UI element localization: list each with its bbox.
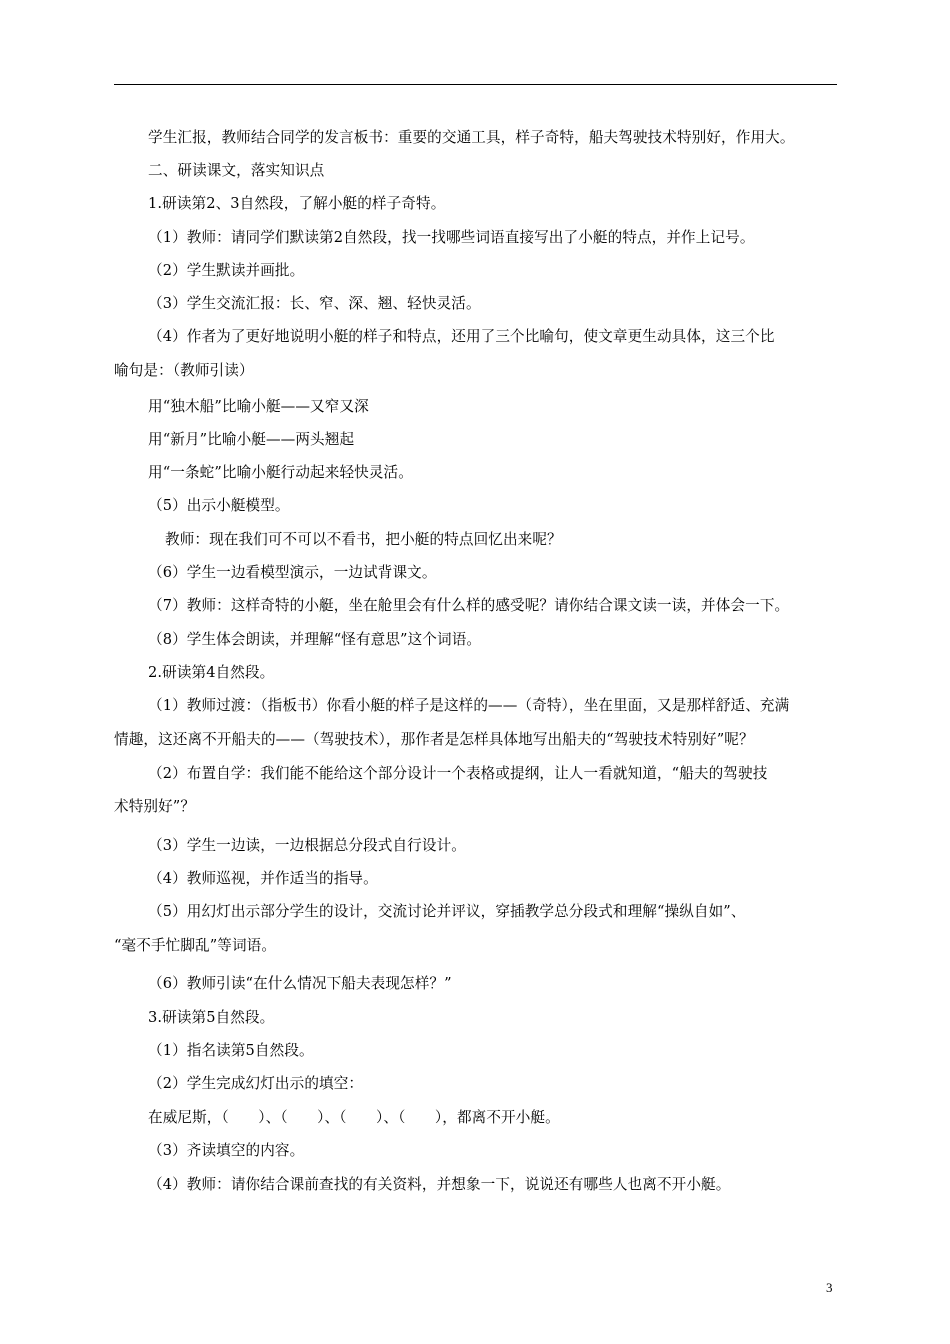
subsection-heading: 2.研读第4自然段。: [148, 664, 275, 681]
text-line: （3）齐读填空的内容。: [148, 1142, 305, 1159]
text-line: 喻句是：（教师引读）: [114, 362, 254, 379]
text-line: （8）学生体会朗读，并理解“怪有意思”这个词语。: [148, 631, 482, 648]
text-line: 用“新月”比喻小艇——两头翘起: [148, 431, 355, 448]
section-heading: 二、研读课文，落实知识点: [148, 162, 325, 179]
text-line: （2）布置自学：我们能不能给这个部分设计一个表格或提纲，让人一看就知道，“船夫的驾驶技: [148, 765, 768, 782]
page-number: 3: [826, 1280, 833, 1295]
text-line: （3）学生一边读，一边根据总分段式自行设计。: [148, 837, 466, 854]
text-line: “毫不手忙脚乱”等词语。: [114, 937, 277, 954]
text-line: （4）教师：请你结合课前查找的有关资料，并想象一下，说说还有哪些人也离不开小艇。: [148, 1176, 731, 1193]
text-line: （1）指名读第5自然段。: [148, 1042, 314, 1059]
text-line: （5）用幻灯出示部分学生的设计，交流讨论并评议，穿插教学总分段式和理解“操纵自如”、: [148, 903, 746, 920]
text-line: （6）学生一边看模型演示，一边试背课文。: [148, 564, 437, 581]
text-line: （1）教师：请同学们默读第2自然段，找一找哪些词语直接写出了小艇的特点，并作上记号。: [148, 229, 755, 246]
subsection-heading: 1.研读第2、3自然段，了解小艇的样子奇特。: [148, 195, 446, 212]
text-line: （5）出示小艇模型。: [148, 497, 290, 514]
text-line: 教师：现在我们可不可以不看书，把小艇的特点回忆出来呢？: [165, 531, 562, 548]
header-rule: [114, 84, 837, 85]
text-line: （2）学生默读并画批。: [148, 262, 305, 279]
text-line: （1）教师过渡：（指板书）你看小艇的样子是这样的——（奇特），坐在里面，又是那样舒适、充满: [148, 697, 790, 714]
text-line: （7）教师：这样奇特的小艇，坐在舱里会有什么样的感受呢？请你结合课文读一读，并体会一下。: [148, 597, 790, 614]
text-line: （2）学生完成幻灯出示的填空：: [148, 1075, 364, 1092]
text-line: 术特别好”？: [114, 798, 196, 815]
text-line: 用“独木船”比喻小艇——又窄又深: [148, 398, 369, 415]
text-line: 用“一条蛇”比喻小艇行动起来轻快灵活。: [148, 464, 413, 481]
text-line: （6）教师引读“在什么情况下船夫表现怎样？”: [148, 975, 452, 992]
fill-in-blank-line: 在威尼斯，（ ）、（ ）、（ ）、（ ），都离不开小艇。: [148, 1109, 560, 1126]
subsection-heading: 3.研读第5自然段。: [148, 1009, 275, 1026]
text-line: （4）作者为了更好地说明小艇的样子和特点，还用了三个比喻句，使文章更生动具体，这三个比: [148, 328, 775, 345]
text-line: （4）教师巡视，并作适当的指导。: [148, 870, 378, 887]
text-line: 学生汇报，教师结合同学的发言板书：重要的交通工具，样子奇特，船夫驾驶技术特别好，作用大。: [148, 129, 795, 146]
text-line: 情趣，这还离不开船夫的——（驾驶技术），那作者是怎样具体地写出船夫的“驾驶技术特别好”呢？: [114, 731, 754, 748]
text-line: （3）学生交流汇报：长、窄、深、翘、轻快灵活。: [148, 295, 481, 312]
